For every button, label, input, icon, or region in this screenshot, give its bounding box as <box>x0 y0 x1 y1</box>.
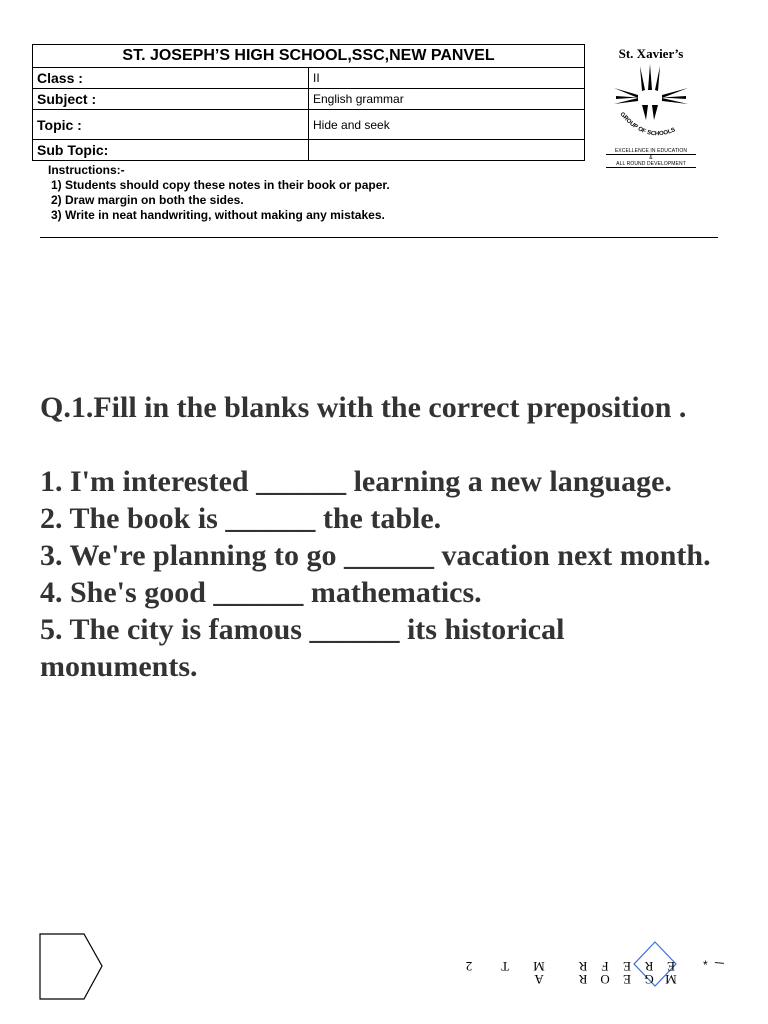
motto-line-3: ALL ROUND DEVELOPMENT <box>606 161 696 168</box>
slash-mark: \ <box>712 959 727 967</box>
school-logo <box>606 44 696 170</box>
instruction-item: 1) Students should copy these notes in their book or paper. <box>51 178 390 192</box>
exercise-item-3: 3. We're planning to go ______ vacation next month. <box>40 539 711 572</box>
vertical-text-column: T <box>501 959 509 974</box>
vertical-text-column: R R <box>578 959 588 987</box>
class-value: II <box>309 68 585 89</box>
asterisk-mark: * <box>703 958 708 972</box>
divider-line <box>40 237 718 238</box>
vertical-text-column: A M <box>533 959 545 987</box>
instruction-item: 2) Draw margin on both the sides. <box>51 193 244 207</box>
subtopic-value <box>309 140 585 161</box>
subject-row <box>33 89 585 110</box>
exercise-item-1: 1. I'm interested ______ learning a new language. <box>40 465 672 498</box>
vertical-text-column: O F <box>600 959 610 987</box>
vertical-text-column: 2 <box>465 959 473 974</box>
topic-value: Hide and seek <box>309 110 585 140</box>
subtopic-row <box>33 140 585 161</box>
instructions-title: Instructions:- <box>48 163 125 177</box>
exercise-item-4: 4. She's good ______ mathematics. <box>40 576 482 609</box>
exercise-item-5: 5. The city is famous ______ its historical monuments. <box>40 613 565 683</box>
class-label: Class : <box>33 68 309 89</box>
vertical-text-column: E E <box>623 959 631 987</box>
subject-label: Subject : <box>33 89 309 110</box>
exercise-content <box>40 389 720 685</box>
question-heading: Q.1.Fill in the blanks with the correct preposition . <box>40 391 687 424</box>
topic-row <box>33 110 585 140</box>
logo-arc-text: GROUP OF SCHOOLS <box>618 111 677 138</box>
vertical-text-column: M E <box>665 959 677 987</box>
logo-motto <box>606 148 696 168</box>
school-name: ST. JOSEPH’S HIGH SCHOOL,SSC,NEW PANVEL <box>33 45 585 68</box>
header-table <box>32 44 585 161</box>
subtopic-label: Sub Topic: <box>33 140 309 161</box>
exercise-item-2: 2. The book is ______ the table. <box>40 502 442 535</box>
motto-line-2: & <box>649 155 653 161</box>
class-row <box>33 68 585 89</box>
sunburst-emblem-icon <box>606 62 696 148</box>
motto-line-1: EXCELLENCE IN EDUCATION <box>606 148 696 155</box>
pentagon-shape-icon <box>38 932 106 1002</box>
logo-name: St. Xavier’s <box>618 46 684 61</box>
topic-label: Topic : <box>33 110 309 140</box>
svg-text:GROUP OF SCHOOLS <box>619 111 677 137</box>
instruction-item: 3) Write in neat handwriting, without making any mistakes. <box>51 208 385 222</box>
subject-value: English grammar <box>309 89 585 110</box>
vertical-text-column: G R <box>644 959 654 987</box>
instructions-block <box>48 163 390 223</box>
